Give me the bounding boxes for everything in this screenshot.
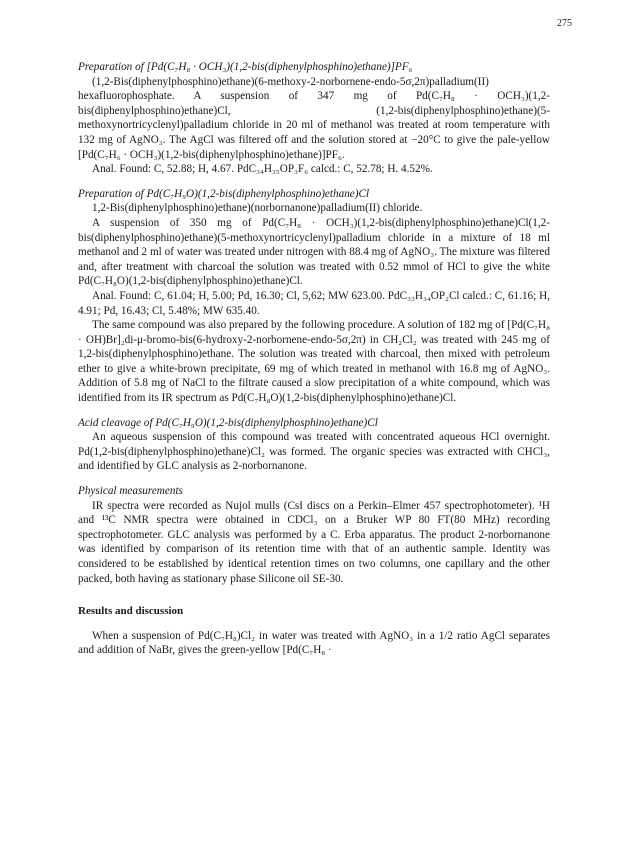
paragraph: The same compound was also prepared by the following procedure. A solution of 182 mg of [Pd(C₇H₈ · OH)Br]₂di-μ-bromo-bis(6-hydroxy-2-norbornene-endo-5σ,2π) in CH₂Cl₂ was treated with 245 mg of 1,2-bis(diphenylphosphino)ethane. The solution was treated with charcoal, then mixed with petroleum ether to give a white-brown precipitate, 69 mg of which treated in methanol with 16.8 mg of AgNO₃. Addition of 5.8 mg of NaCl to the filtrate caused a slow precipitation of a white compound, which was identified from its IR spectrum as Pd(C₇H₈O)(1,2-bis(diphenylphosphino)ethane)Cl. bbox=[78, 319, 551, 405]
paragraph: IR spectra were recorded as Nujol mulls (CsI discs on a Perkin–Elmer 457 spectrophotometer). ¹H and ¹³C NMR spectra were obtained in CDCl₃ on a Bruker WP 80 FT(80 MHz) recording spectrophotometer. GLC analysis was performed by a C. Erba apparatus. The product 2-norbornanone was identified by comparison of its retention time with that of an authentic sample. Identity was considered to be established by identical retention times on two columns, one capillary and the other packed, both having as stationary phase Silicone oil SE-30. bbox=[78, 499, 550, 585]
paragraph: 1,2-Bis(diphenylphosphino)ethane)(norbornanone)palladium(II) chloride. bbox=[92, 202, 423, 215]
article-body bbox=[78, 60, 550, 658]
section-heading: Preparation of Pd(C₇H₉O)(1,2-bis(diphenylphosphino)ethane)Cl bbox=[78, 187, 370, 200]
paragraph: A suspension of 350 mg of Pd(C₇H₈ · OCH₃)(1,2-bis(diphenylphosphino)ethane)Cl(1,2-bis(diphenylphosphino)ethane)(5-methoxynortricyclenyl)palladium chloride in a mixture of 18 ml methanol and 2 ml of water was treated under nitrogen with 88.4 mg of AgNO₃. The mixture was filtered and, after treatment with charcoal the solution was treated with 0.52 mmol of HCl to give the white Pd(C₇H₈O)(1,2-bis(diphenylphosphino)ethane)Cl. bbox=[78, 216, 550, 288]
page-number: 275 bbox=[557, 18, 572, 29]
paragraph: An aqueous suspension of this compound was treated with concentrated aqueous HCl overnight. Pd(1,2-bis(diphenylphosphino)ethane)Cl₂ was formed. The organic species was extracted with CHCl₃, and identified by GLC analysis as 2-norbornanone. bbox=[78, 431, 550, 473]
paragraph: Anal. Found: C, 52.88; H, 4.67. PdC₃₄H₃₅OP₃F₆ calcd.: C, 52.78; H. 4.52%. bbox=[92, 163, 433, 176]
section-heading: Preparation of [Pd(C₇H₈ · OCH₃)(1,2-bis(diphenylphosphino)ethane)]PF₆ bbox=[78, 61, 413, 73]
paragraph: (1,2-Bis(diphenylphosphino)ethane)(6-methoxy-2-norbornene-endo-5σ,2π)palladium(II) hexafluorophosphate. A suspension of 347 mg of Pd(C₇H₈ · OCH₃)(1,2-bis(diphenylphosphino)ethane)Cl, (1,2-bis(diphenylphosphino)ethane)(5-methoxynortricyclenyl)palladium chloride in 20 ml of methanol was treated at room temperature with 132 mg of AgNO₃. The AgCl was filtered off and the solution stored at −20°C to give the pale-yellow [Pd(C₇H₆ · OCH₃)(1,2-bis(diphenylphosphino)ethane)]PF₆. bbox=[78, 75, 550, 161]
paragraph: Anal. Found: C, 61.04; H, 5.00; Pd, 16.30; Cl, 5,62; MW 623.00. PdC₃₃H₃₄OP₂Cl calcd.: C, 61.16; H, 4.91; Pd, 16.43; Cl, 5.48%; MW 635.40. bbox=[78, 289, 550, 317]
section-heading: Physical measurements bbox=[78, 485, 183, 498]
paragraph: When a suspension of Pd(C₇H₈)Cl₂ in water was treated with AgNO₃ in a 1/2 ratio AgCl separates and addition of NaBr, gives the green-yellow [Pd(C₇H₈ · bbox=[78, 629, 550, 657]
section-heading: Acid cleavage of Pd(C₇H₉O)(1,2-bis(diphenylphosphino)ethane)Cl bbox=[78, 416, 378, 429]
results-heading: Results and discussion bbox=[78, 605, 184, 618]
